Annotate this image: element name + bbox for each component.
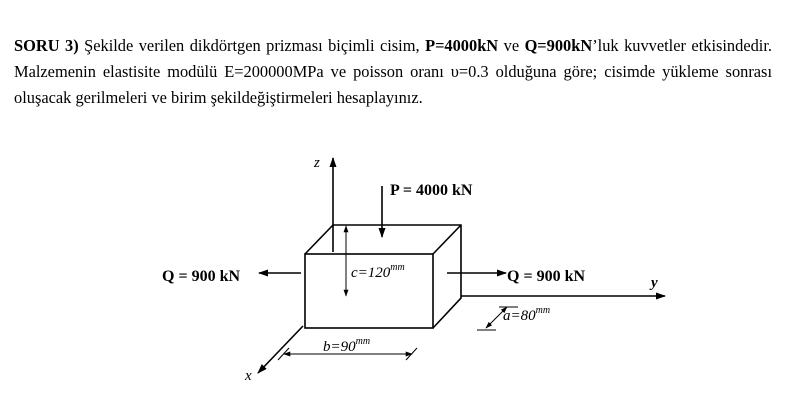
question-intro: Şekilde verilen dikdörtgen prizması biçimli cisim, bbox=[78, 36, 426, 55]
dimension-b-unit: mm bbox=[355, 336, 371, 347]
dimension-c-unit: mm bbox=[390, 262, 405, 273]
force-p-label: P = 4000 kN bbox=[390, 182, 473, 199]
dimension-a-unit: mm bbox=[535, 305, 551, 316]
force-q-right-label: Q = 900 kN bbox=[507, 268, 586, 285]
dimension-c-value: c=120 bbox=[351, 265, 391, 281]
question-outro: ’luk kuvvetler etkisindedir. Malzemenin elastisite modülü E=200000MPa ve poisson oranı υ=0.3 olduğuna göre; cisimde yükleme sonrası oluşacak gerilmeleri ve birim şekildeğiştirmeleri hesaplayınız. bbox=[14, 36, 773, 107]
question-number: SORU 3) bbox=[14, 36, 79, 55]
dimension-b-label bbox=[323, 336, 370, 355]
force-p-value: P=4000kN bbox=[425, 36, 499, 55]
axis-x-label: x bbox=[245, 368, 252, 384]
force-q-left-label: Q = 900 kN bbox=[162, 268, 241, 285]
dimension-a-label bbox=[503, 305, 550, 324]
question-connector: ve bbox=[498, 36, 525, 55]
axis-y-label: y bbox=[651, 275, 658, 291]
x-axis bbox=[258, 326, 303, 373]
axis-z-label: z bbox=[314, 155, 320, 171]
dimension-c-label bbox=[351, 262, 405, 281]
dimension-b-value: b=90 bbox=[323, 339, 356, 355]
dimension-a-value: a=80 bbox=[503, 308, 536, 324]
force-q-value: Q=900kN bbox=[524, 36, 593, 55]
